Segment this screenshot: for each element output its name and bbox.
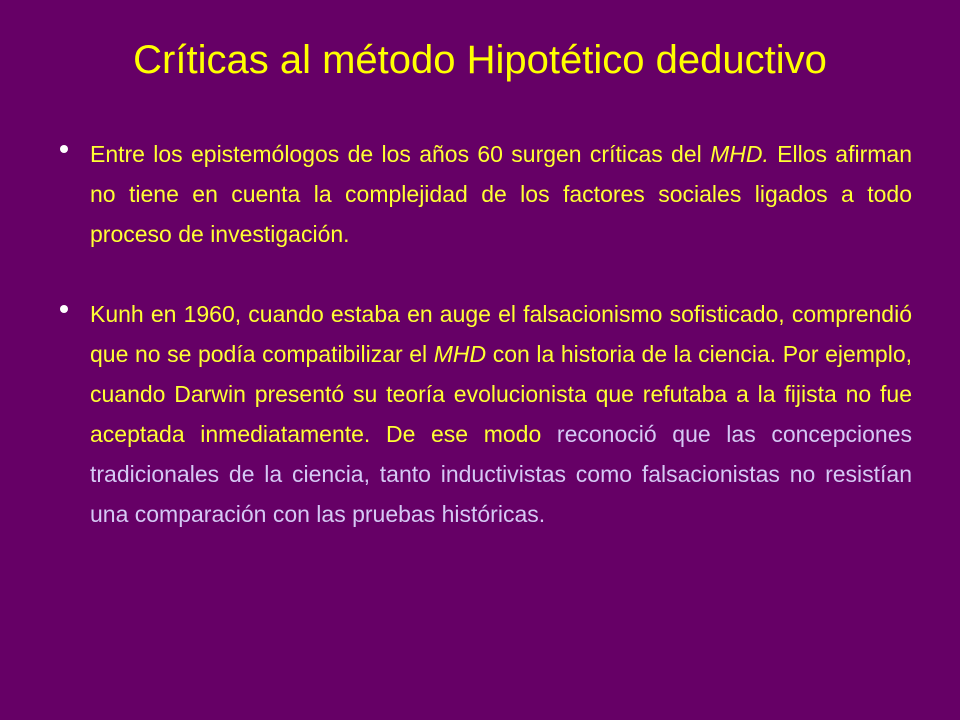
slide-title: Críticas al método Hipotético deductivo bbox=[133, 38, 827, 82]
bullet-item bbox=[50, 294, 912, 534]
text-segment-italic: MHD bbox=[433, 341, 487, 367]
text-segment-light: reconoció que las concepciones tradicionales de la ciencia, tanto inductivistas como falsacionistas no resistían una comparación con las pruebas históricas. bbox=[90, 421, 913, 527]
text-segment: Kunh en 1960, cuando estaba en auge el falsacionismo sofisticado, comprendió que no se podía compatibilizar el bbox=[90, 301, 912, 367]
text-segment-italic: MHD. bbox=[710, 141, 769, 167]
bullet-dot-icon bbox=[60, 145, 68, 153]
text-segment: Entre los epistemólogos de los años 60 surgen críticas del bbox=[90, 141, 711, 167]
text-segment: Ellos afirman no tiene en cuenta la complejidad de los factores sociales ligados a todo proceso de investigación. bbox=[90, 141, 913, 247]
bullet-list bbox=[50, 134, 912, 574]
bullet-text bbox=[90, 294, 912, 534]
bullet-dot-icon bbox=[60, 305, 68, 313]
bullet-text bbox=[90, 134, 912, 254]
text-segment: con la historia de la ciencia. Por ejemplo, cuando Darwin presentó su teoría evolucionista que refutaba a la fijista no fue aceptada inmediatamente. De ese modo bbox=[90, 341, 912, 447]
bullet-item bbox=[50, 134, 912, 254]
